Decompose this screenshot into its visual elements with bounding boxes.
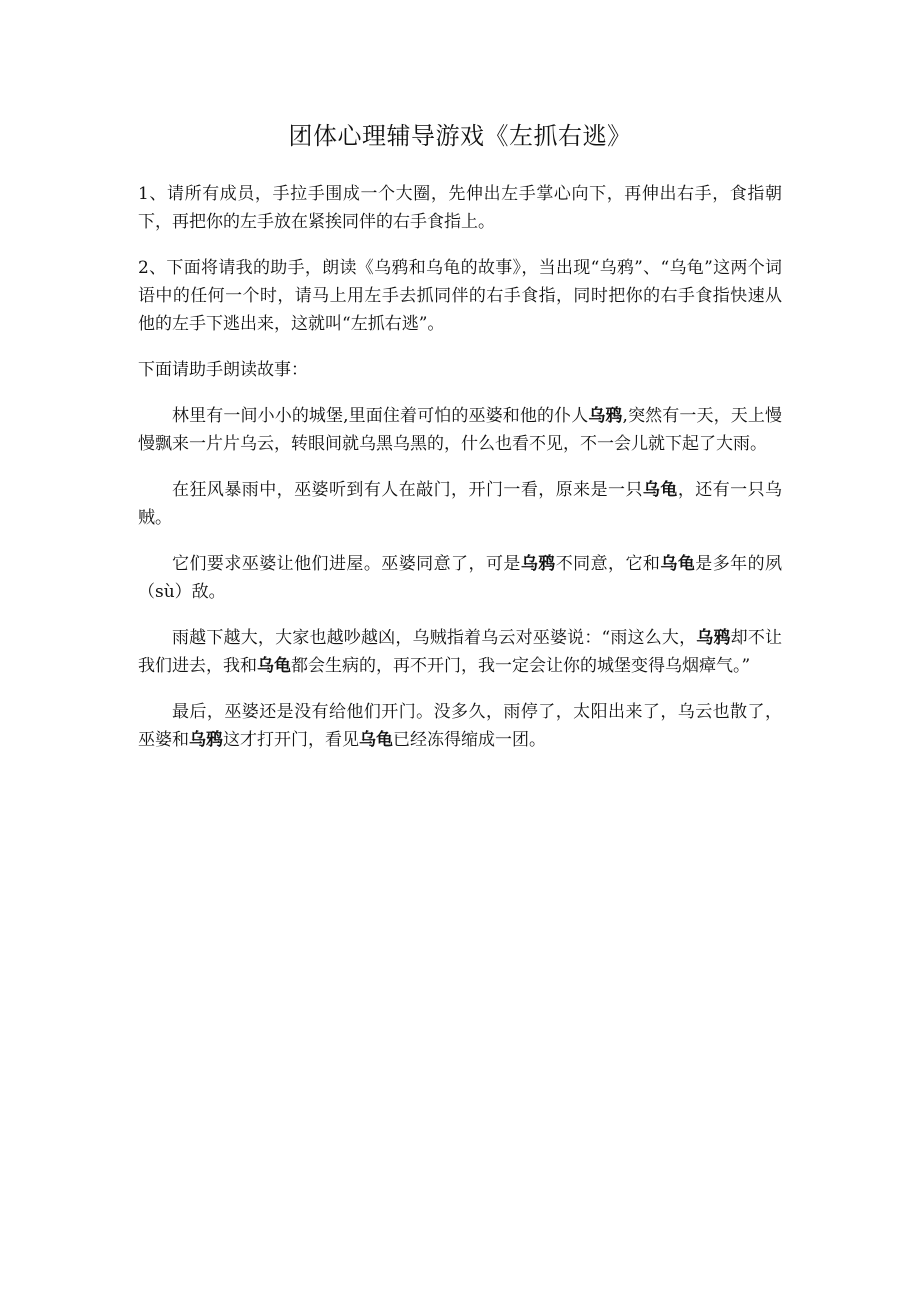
document-title: 团体心理辅导游戏《左抓右逃》 (288, 122, 632, 150)
keyword-crow: 乌鸦 (520, 554, 556, 574)
story-text: ，还有一只乌贼。 (138, 480, 783, 528)
story-intro: 下面请助手朗读故事： (138, 360, 308, 380)
story-paragraph-5 (138, 698, 782, 754)
document-body (138, 180, 782, 772)
story-text: ,突然有一天，天上慢慢飘来一片片乌云，转眼间就乌黑乌黑的，什么也看不见，不一会儿就下起了大雨。 (138, 406, 782, 454)
keyword-turtle: 乌龟 (257, 656, 291, 676)
rule-2: 2、下面将请我的助手，朗读《乌鸦和乌龟的故事》，当出现“乌鸦”、“乌龟”这两个词语中的任何一个时，请马上用左手去抓同伴的右手食指，同时把你的右手食指快速从他的左手下逃出来，这就叫“左抓右逃”。 (138, 258, 782, 334)
keyword-turtle: 乌龟 (642, 480, 678, 500)
story-paragraph-3 (138, 550, 782, 606)
story-text: 雨越下越大，大家也越吵越凶，乌贼指着乌云对巫婆说：“雨这么大， (172, 628, 697, 648)
story-paragraph-1 (138, 402, 782, 458)
keyword-turtle: 乌龟 (660, 554, 696, 574)
story-text: 都会生病的，再不开门，我一定会让你的城堡变得乌烟瘴气。” (291, 656, 751, 676)
story-text: 林里有一间小小的城堡,里面住着可怕的巫婆和他的仆人 (172, 406, 589, 426)
story-text: 却不让我们进去，我和 (138, 628, 783, 676)
story-text: 是多年的夙（sù）敌。 (138, 554, 783, 602)
story-text: 这才打开门，看见 (223, 730, 359, 750)
story-text: 它们要求巫婆让他们进屋。巫婆同意了，可是 (172, 554, 521, 574)
keyword-crow: 乌鸦 (189, 730, 223, 750)
keyword-turtle: 乌龟 (359, 730, 393, 750)
story-paragraph-2 (138, 476, 782, 532)
story-text: 已经冻得缩成一团。 (393, 730, 546, 750)
story-paragraph-4 (138, 624, 782, 680)
keyword-crow: 乌鸦 (696, 628, 731, 648)
story-text: 最后，巫婆还是没有给他们开门。没多久，雨停了，太阳出来了，乌云也散了，巫婆和 (138, 702, 782, 750)
keyword-crow: 乌鸦 (588, 406, 623, 426)
rule-1: 1、请所有成员，手拉手围成一个大圈，先伸出左手掌心向下，再伸出右手，食指朝下，再把你的左手放在紧挨同伴的右手食指上。 (138, 184, 782, 232)
story-text: 不同意，它和 (555, 554, 661, 574)
story-text: 在狂风暴雨中，巫婆听到有人在敲门，开门一看，原来是一只 (172, 480, 643, 500)
